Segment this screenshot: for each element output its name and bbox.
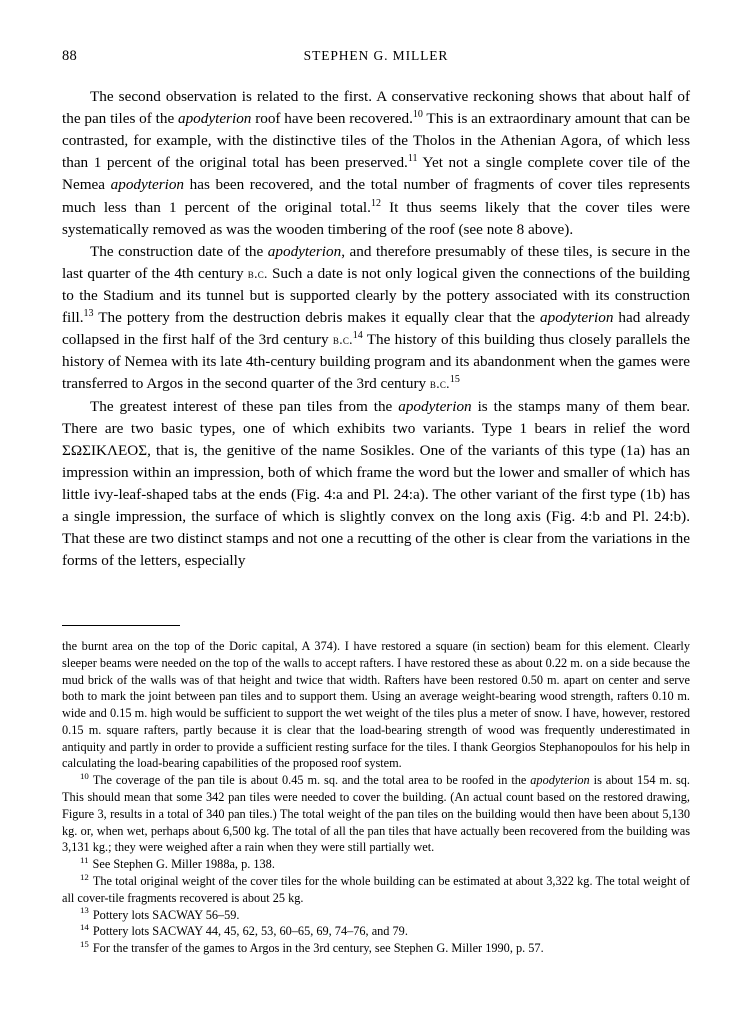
text-run: is about 154 m. sq. This should mean that some 342 pan tiles were needed to cover the building. (An actual count based on the restored drawing, Figure 3, results in a total of 340 pan tiles.) The total weight of the pan tiles on the building would then have been about 5,130 kg. or, when wet, perhaps about 6,500 kg. The total of all the pan tiles that have actually been recovered from the building was 3,131 kg.; they were weighed after a rain when they were still partially wet. (62, 773, 690, 855)
italic-term: apodyterion (540, 309, 614, 327)
page-header (62, 48, 690, 66)
small-caps-term: b.c. (429, 376, 450, 392)
text-run: has been recovered, and the total number of fragments of cover tiles represents much less than 1 percent of the original total. (62, 176, 690, 216)
body-paragraph (62, 241, 690, 396)
text-run: See Stephen G. Miller 1988a, p. 138. (92, 857, 275, 872)
text-run: It thus seems likely that the cover tiles were systematically removed as was the wooden timbering of the roof (see note 8 above). (62, 198, 690, 238)
footnote-number: 12 (80, 871, 89, 882)
page-number: 88 (62, 48, 77, 64)
text-run: Pottery lots SACWAY 56–59. (92, 907, 240, 922)
footnote-reference[interactable]: 11 (407, 153, 418, 165)
footnote-reference[interactable]: 12 (370, 197, 381, 209)
footnote-number: 10 (80, 771, 89, 782)
text-run: The second observation is related to the first. A conservative reckoning shows that about half of the pan tiles of the (62, 88, 690, 128)
footnote-number: 13 (80, 905, 89, 916)
italic-term: apodyterion (110, 176, 185, 194)
text-run: The coverage of the pan tile is about 0.45 m. sq. and the total area to be roofed in the (92, 773, 531, 788)
italic-term: apodyterion (530, 773, 590, 788)
text-run: This is an extraordinary amount that can be contrasted, for example, with the distinctive tiles of the Tholos in the Athenian Agora, of which less than 1 percent of the original total has been preserved. (62, 110, 691, 172)
footnotes-section (62, 638, 690, 957)
text-run: For the transfer of the games to Argos in the 3rd century, see Stephen G. Miller 1990, p. 57. (92, 941, 544, 956)
running-title: STEPHEN G. MILLER (303, 48, 449, 63)
text-run: The pottery from the destruction debris makes it equally clear that the (93, 309, 541, 327)
body-paragraph (62, 86, 690, 241)
body-text (62, 86, 690, 572)
footnote-reference[interactable]: 14 (352, 330, 363, 342)
footnote-number: 11 (80, 855, 89, 866)
text-run: roof have been recovered. (251, 110, 413, 128)
footnote (62, 856, 690, 873)
italic-term: apodyterion (267, 242, 342, 260)
body-paragraph (62, 396, 690, 573)
text-run: The construction date of the (90, 242, 268, 260)
text-run: had already collapsed in the first half of the 3rd century (62, 309, 690, 349)
footnote-number: 14 (80, 922, 89, 933)
footnote (62, 638, 690, 772)
footnote (62, 923, 690, 940)
footnote-reference[interactable]: 15 (449, 374, 460, 386)
footnote (62, 907, 690, 924)
text-run: The history of this building thus closely parallels the history of Nemea with its late 4th-century building program and its abandonment when the games were transferred to Argos in the second quarter of the 3rd century (62, 331, 691, 393)
small-caps-term: b.c. (332, 332, 353, 348)
footnote-reference[interactable]: 13 (83, 308, 94, 320)
footnote (62, 940, 690, 957)
footnote-reference[interactable]: 10 (412, 109, 423, 121)
small-caps-term: b.c. (247, 265, 268, 281)
text-run: Pottery lots SACWAY 44, 45, 62, 53, 60–65, 69, 74–76, and 79. (92, 924, 408, 939)
text-run: The total original weight of the cover tiles for the whole building can be estimated at about 3,322 kg. The total weight of all cover-tile fragments recovered is about 25 kg. (62, 873, 690, 905)
text-run: , and therefore presumably of these tiles, is secure in the last quarter of the 4th century (62, 242, 690, 282)
footnote-number: 15 (80, 938, 89, 949)
text-run: The greatest interest of these pan tiles from the (90, 397, 399, 415)
footnote-separator-rule (62, 625, 180, 626)
italic-term: apodyterion (177, 110, 252, 128)
text-run: the burnt area on the top of the Doric capital, A 374). I have restored a square (in section) beam for this element. Clearly sleeper beams were needed on the top of the walls to accept rafters. I have restored these as about 0.22 m. on a side because the mud brick of the walls was of that height and twice that width. Rafters have been restored 0.50 m. apart on center and serve both to mark the joint between pan tiles and to support them. Using an average weight-bearing wood strength, rafters 0.10 m. wide and 0.15 m. high would be sufficient to support the wet weight of the tiles plus a meter of snow. I have, however, restored 0.15 m. square rafters, partly because it is clear that the load-bearing strength of wood was frequently underestimated in antiquity and partly in order to provide a sufficient resting surface for the tiles. I thank Georgios Stephanopoulos for his help in calculating the load-bearing capabilities of the proposed roof system. (62, 639, 690, 771)
footnote (62, 873, 690, 907)
text-run: Such a date is not only logical given the connections of the building to the Stadium and its tunnel but is supported clearly by the pottery associated with its construction fill. (62, 264, 690, 327)
italic-term: apodyterion (398, 397, 472, 415)
footnote (62, 772, 690, 856)
text-run: is the stamps many of them bear. There are two basic types, one of which exhibits two variants. Type 1 bears in relief the word ΣΩΣΙΚΛΕΟΣ, that is, the genitive of the name Sosikles. One of the variants of this type (1a) has an impression within an impression, both of which frame the word but the lower and smaller of which has little ivy-leaf-shaped tabs at the ends (Fig. 4:a and Pl. 24:a). The other variant of the first type (1b) has a single impression, the surface of which is slightly convex on the long axis (Fig. 4:b and Pl. 24:b). That these are two distinct stamps and not one a recutting of the other is clear from the variations in the forms of the letters, especially (62, 397, 690, 570)
text-run: Yet not a single complete cover tile of the Nemea (62, 154, 690, 194)
